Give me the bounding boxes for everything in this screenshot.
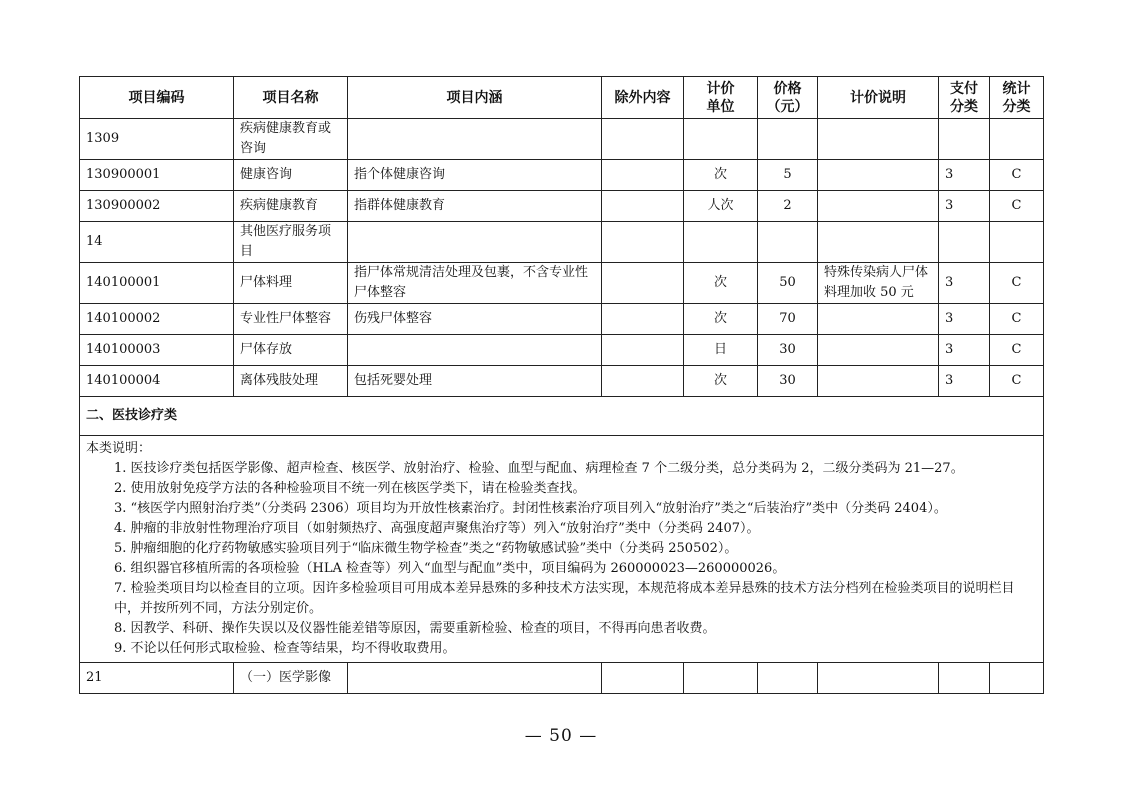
cell-unit: 次: [684, 366, 758, 397]
cell-note: [818, 366, 939, 397]
cell-price: [758, 119, 818, 160]
cell-unit: 日: [684, 335, 758, 366]
table-row: [80, 663, 1044, 694]
cell-stat: C: [990, 160, 1044, 191]
cell-unit: 次: [684, 160, 758, 191]
cell-content: 包括死婴处理: [348, 366, 602, 397]
cell-unit: [684, 119, 758, 160]
cell-code: 21: [80, 663, 234, 694]
header-excluded: 除外内容: [602, 77, 684, 119]
header-price-line2: （元）: [766, 98, 809, 115]
header-unit-line1: 计价: [706, 80, 735, 97]
cell-unit: 次: [684, 304, 758, 335]
table-header-row: [80, 77, 1044, 119]
header-price-line1: 价格: [773, 80, 802, 97]
table-row: [80, 335, 1044, 366]
cell-name: （一）医学影像: [234, 663, 348, 694]
note-item: 6. 组织器官移植所需的各项检验（HLA 检查等）列入“血型与配血”类中，项目编码为 260000023—260000026。: [114, 561, 786, 576]
cell-unit: 人次: [684, 191, 758, 222]
cell-code: 1309: [80, 119, 234, 160]
cell-excluded: [602, 222, 684, 263]
header-unit-line2: 单位: [706, 98, 735, 115]
cell-name: 健康咨询: [234, 160, 348, 191]
cell-content: [348, 663, 602, 694]
cell-price: 50: [758, 263, 818, 304]
cell-stat: C: [990, 191, 1044, 222]
cell-pay: 3: [939, 191, 990, 222]
cell-name: 尸体存放: [234, 335, 348, 366]
cell-excluded: [602, 191, 684, 222]
cell-note: [818, 663, 939, 694]
cell-code: 130900001: [80, 160, 234, 191]
header-stat-line2: 分类: [1002, 98, 1031, 115]
table-row: [80, 366, 1044, 397]
cell-pay: 3: [939, 263, 990, 304]
cell-stat: C: [990, 335, 1044, 366]
table-row: [80, 119, 1044, 160]
cell-pay: 3: [939, 304, 990, 335]
cell-content: 指群体健康教育: [348, 191, 602, 222]
note-item: 7. 检验类项目均以检查目的立项。因许多检验项目可用成本差异悬殊的多种技术方法实现，本规范将成本差异悬殊的技术方法分档列在检验类项目的说明栏目中，并按所列不同，方法分别定价。: [114, 581, 1015, 616]
cell-unit: [684, 663, 758, 694]
cell-name: 离体残肢处理: [234, 366, 348, 397]
cell-note: [818, 304, 939, 335]
notes-heading: 本类说明：: [86, 441, 152, 456]
header-note: 计价说明: [818, 77, 939, 119]
cell-price: 30: [758, 366, 818, 397]
section-title: 二、医技诊疗类: [80, 397, 1044, 436]
header-stat-line1: 统计: [1002, 80, 1031, 97]
cell-price: 70: [758, 304, 818, 335]
cell-pay: [939, 222, 990, 263]
table-row: [80, 304, 1044, 335]
table-row: [80, 191, 1044, 222]
cell-excluded: [602, 366, 684, 397]
header-unit: [684, 77, 758, 119]
pricing-table: [79, 76, 1044, 694]
cell-content: [348, 222, 602, 263]
note-item: 2. 使用放射免疫学方法的各种检验项目不统一列在核医学类下，请在检验类查找。: [114, 481, 586, 496]
notes-block: [80, 436, 1044, 663]
header-pay: [939, 77, 990, 119]
header-pay-line2: 分类: [950, 98, 978, 115]
header-name: 项目名称: [234, 77, 348, 119]
cell-unit: 次: [684, 263, 758, 304]
cell-stat: [990, 663, 1044, 694]
page-number: — 50 —: [524, 726, 598, 746]
cell-pay: 3: [939, 366, 990, 397]
cell-stat: C: [990, 366, 1044, 397]
cell-code: 140100002: [80, 304, 234, 335]
cell-note: [818, 222, 939, 263]
cell-price: 2: [758, 191, 818, 222]
cell-note: [818, 160, 939, 191]
cell-excluded: [602, 304, 684, 335]
cell-code: 14: [80, 222, 234, 263]
cell-excluded: [602, 663, 684, 694]
cell-note: [818, 119, 939, 160]
cell-content: [348, 335, 602, 366]
cell-name: 疾病健康教育: [234, 191, 348, 222]
header-pay-line1: 支付: [950, 80, 978, 97]
header-content: 项目内涵: [348, 77, 602, 119]
cell-stat: C: [990, 263, 1044, 304]
cell-excluded: [602, 335, 684, 366]
table-row: [80, 160, 1044, 191]
cell-content: 指尸体常规清洁处理及包裹，不含专业性尸体整容: [348, 263, 602, 304]
cell-pay: 3: [939, 160, 990, 191]
cell-content: 指个体健康咨询: [348, 160, 602, 191]
cell-pay: 3: [939, 335, 990, 366]
cell-name: 专业性尸体整容: [234, 304, 348, 335]
header-code: 项目编码: [80, 77, 234, 119]
cell-stat: [990, 222, 1044, 263]
cell-name: 尸体料理: [234, 263, 348, 304]
cell-stat: [990, 119, 1044, 160]
note-item: 8. 因教学、科研、操作失误以及仪器性能差错等原因，需要重新检验、检查的项目，不得再向患者收费。: [114, 621, 716, 636]
note-item: 5. 肿瘤细胞的化疗药物敏感实验项目列于“临床微生物学检查”类之“药物敏感试验”类中（分类码 250502）。: [114, 541, 738, 556]
cell-excluded: [602, 160, 684, 191]
cell-code: 140100001: [80, 263, 234, 304]
cell-price: [758, 222, 818, 263]
cell-content: [348, 119, 602, 160]
cell-price: [758, 663, 818, 694]
cell-unit: [684, 222, 758, 263]
note-item: 9. 不论以任何形式取检验、检查等结果，均不得收取费用。: [114, 641, 456, 656]
cell-price: 5: [758, 160, 818, 191]
cell-name: 疾病健康教育或咨询: [234, 119, 348, 160]
cell-note: 特殊传染病人尸体料理加收 50 元: [818, 263, 939, 304]
cell-note: [818, 335, 939, 366]
notes-row: [80, 436, 1044, 663]
note-item: 4. 肿瘤的非放射性物理治疗项目（如射频热疗、高强度超声聚焦治疗等）列入“放射治疗”类中（分类码 2407）。: [114, 521, 760, 536]
cell-code: 140100004: [80, 366, 234, 397]
cell-stat: C: [990, 304, 1044, 335]
cell-content: 伤残尸体整容: [348, 304, 602, 335]
cell-pay: [939, 119, 990, 160]
cell-note: [818, 191, 939, 222]
cell-pay: [939, 663, 990, 694]
cell-excluded: [602, 119, 684, 160]
table-row: [80, 263, 1044, 304]
cell-code: 130900002: [80, 191, 234, 222]
cell-name: 其他医疗服务项目: [234, 222, 348, 263]
section-row: [80, 397, 1044, 436]
cell-price: 30: [758, 335, 818, 366]
cell-excluded: [602, 263, 684, 304]
note-item: 3. “核医学内照射治疗类”（分类码 2306）项目均为开放性核素治疗。封闭性核素治疗项目列入“放射治疗”类之“后装治疗”类中（分类码 2404）。: [114, 501, 947, 516]
table-row: [80, 222, 1044, 263]
note-item: 1. 医技诊疗类包括医学影像、超声检查、核医学、放射治疗、检验、血型与配血、病理检查 7 个二级分类，总分类码为 2，二级分类码为 21—27。: [114, 461, 964, 476]
header-stat: [990, 77, 1044, 119]
header-price: [758, 77, 818, 119]
cell-code: 140100003: [80, 335, 234, 366]
